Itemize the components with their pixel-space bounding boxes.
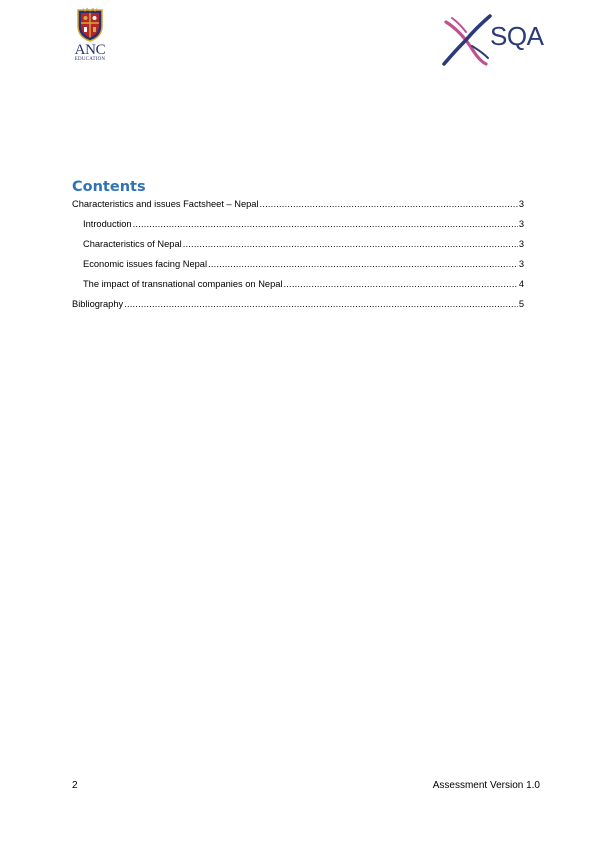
anc-logo-subtitle: EDUCATION [74, 57, 106, 62]
toc-entry-page: 3 [518, 219, 524, 229]
toc-entry-introduction[interactable] [72, 218, 524, 238]
toc-leader-dots [124, 298, 518, 311]
toc-entry-page: 4 [518, 279, 524, 289]
toc-entry-title: Economic issues facing Nepal [83, 259, 208, 269]
anc-crest-icon [76, 8, 104, 42]
toc-leader-dots [208, 258, 518, 271]
toc-leader-dots [260, 198, 518, 211]
toc-entry-title: The impact of transnational companies on Nepal [83, 279, 283, 289]
toc-heading: Contents [72, 179, 146, 195]
toc-entry-page: 3 [518, 199, 524, 209]
anc-logo-name: ANC [74, 42, 106, 58]
toc-entry-title: Introduction [83, 219, 132, 229]
toc-leader-dots [183, 238, 518, 251]
sqa-logo [442, 12, 548, 68]
toc-entry-page: 3 [518, 259, 524, 269]
toc-entry-characteristics[interactable] [72, 238, 524, 258]
anc-education-logo [70, 8, 110, 74]
toc-entry-bibliography[interactable] [72, 298, 524, 318]
toc-entry-title: Bibliography [72, 299, 124, 309]
toc-leader-dots [283, 278, 517, 291]
toc-entry-title: Characteristics and issues Factsheet – Nepal [72, 199, 259, 209]
toc-entry-economic-issues[interactable] [72, 258, 524, 278]
footer-assessment-version: Assessment Version 1.0 [432, 780, 540, 791]
sqa-saltire-icon [442, 12, 494, 68]
toc-entry-factsheet[interactable] [72, 198, 524, 218]
toc-entry-title: Characteristics of Nepal [83, 239, 182, 249]
toc-entry-page: 5 [518, 299, 524, 309]
sqa-logo-text: SQA [490, 21, 544, 51]
table-of-contents [72, 198, 524, 318]
toc-entry-transnational-companies[interactable] [72, 278, 524, 298]
toc-entry-page: 3 [518, 239, 524, 249]
toc-leader-dots [133, 218, 518, 231]
footer-page-number: 2 [72, 780, 78, 791]
